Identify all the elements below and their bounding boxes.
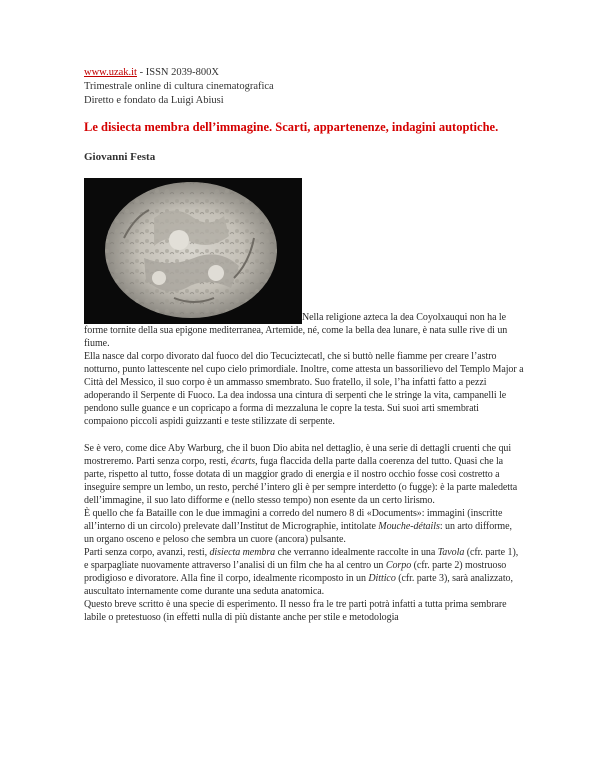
article-author: Giovanni Festa: [84, 151, 156, 163]
paragraph-6: Questo breve scritto è una specie di esperimento. Il nesso fra le tre parti potrà infatti a tutta prima sembrare labile o pretestuoso (in effetti nulla di più distante anche per stile e metodologia: [84, 599, 507, 623]
issn-text: - ISSN 2039-800X: [136, 67, 219, 78]
paragraph-5: Parti senza corpo, avanzi, resti, disiecta membra che verranno idealmente raccolte in una Tavola (cfr. parte 1), e sparpagliate nuovamente attraverso l’analisi di un film che ha al centro un Corpo (cfr. parte 2) mostruoso prodigioso e divoratore. Alla fine il corpo, idealmente ricomposto in un Dittico (cfr. parte 3), sarà analizzato, auscultato internamente come durante una seduta anatomica.: [84, 547, 519, 597]
document-page: [84, 66, 524, 624]
coyolxauhqui-image: [84, 178, 302, 324]
article-body: [84, 442, 524, 624]
intro-text: Nella religione azteca la dea Coyolxauqui non ha le forme tornite della sua epigone mediterranea, Artemide, né, come la bella dea lunare, è nata sulle rive di un fiume.: [84, 312, 508, 349]
paragraph-4: È quello che fa Bataille con le due immagini a corredo del numero 8 di «Documents»: immagini (inscritte all’interno di un circolo) prelevate dall’Institut de Micrographie, intitolate Mouche-détails: un arto difforme, un organo osceno e peloso che sembra un cuore (ancora) pulsante.: [84, 508, 512, 545]
paragraph-2: Ella nasce dal corpo divorato dal fuoco del dio Tecuciztecatl, che si buttò nelle fiamme per creare l’astro notturno, punto lattescente nel cupo cielo primordiale. Inoltre, come attesta un bassorilievo del Templo Major a Città del Messico, il suo corpo è un ammasso smembrato. Suo fratello, il sole, l’ha infatti fatto a pezzi adoperando il Serpente di Fuoco. La dea indossa una cintura di serpenti che le stringe la vita, campanelli le pendono sulle guance e un copricapo a forma di mezzaluna le copre la testa. Sui suoi arti smembrati compaiono piccoli aspidi guizzanti e teste stilizzate di serpente.: [84, 351, 524, 427]
journal-editor: Diretto e fondato da Luigi Abiusi: [84, 95, 224, 106]
article-title: Le disiecta membra dell’immagine. Scarti, appartenenze, indagini autoptiche.: [84, 120, 499, 134]
journal-subtitle: Trimestrale online di cultura cinematografica: [84, 81, 274, 92]
paragraph-3: Se è vero, come dice Aby Warburg, che il buon Dio abita nel dettaglio, è una serie di dettagli cruenti che qui mostreremo. Parti senza corpo, resti, écarts, fuga flaccida della parte dalla coerenza del tutto. Quasi che la parte, rispetto al tutto, fosse dotata di un maggior grado di energia e il nostro occhio fosse così costretto a inseguire sempre un lembo, un resto, perché l’intero gli è per sempre interdetto (o fugge): è la parte maledetta dell’immagine, il suo lato difforme e (nello stesso tempo) non esente da un certo lirismo.: [84, 443, 518, 506]
journal-header: [84, 66, 524, 108]
intro-paragraph: [84, 178, 524, 428]
site-link[interactable]: www.uzak.it: [84, 67, 137, 78]
